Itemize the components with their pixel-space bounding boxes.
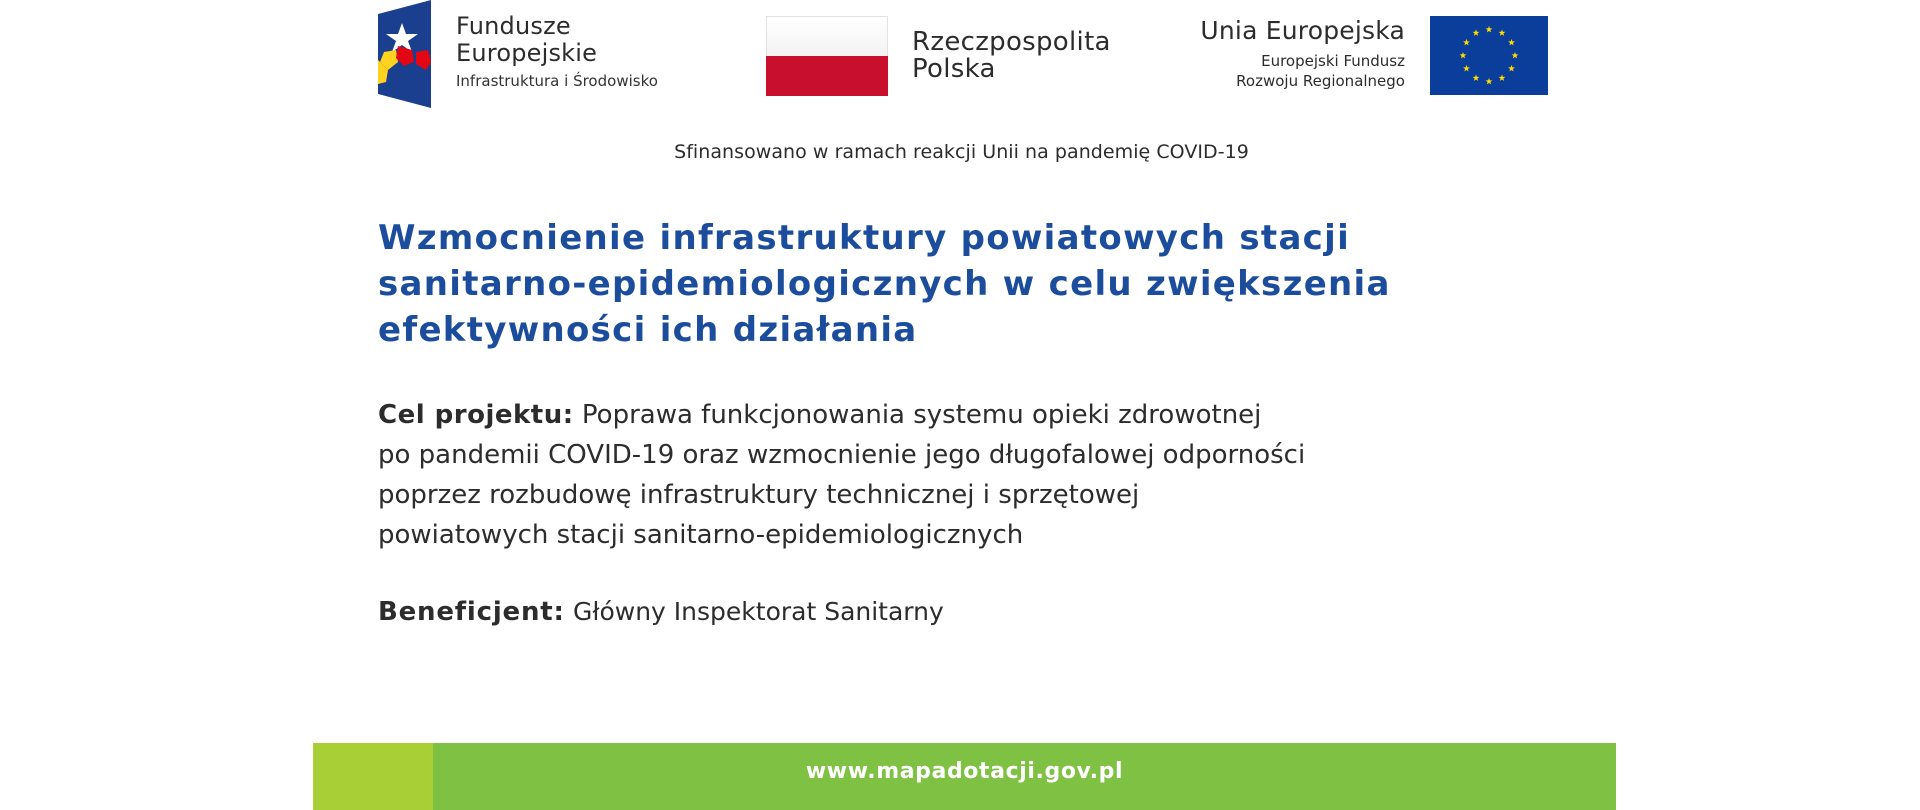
eu-flag-icon bbox=[1430, 16, 1548, 95]
fundusze-europejskie-logo-text bbox=[456, 14, 658, 89]
poland-flag-icon bbox=[766, 16, 888, 96]
fe-logo-line1: Fundusze bbox=[456, 12, 571, 40]
project-goal bbox=[378, 395, 1478, 555]
rp-logo-line2: Polska bbox=[912, 53, 996, 84]
project-goal-text: Poprawa funkcjonowania systemu opieki zdrowotnej bbox=[581, 400, 1262, 430]
ue-logo-line1: Unia Europejska bbox=[1200, 16, 1405, 45]
fe-logo-line2: Europejskie bbox=[456, 39, 598, 67]
project-goal-line: po pandemii COVID-19 oraz wzmocnienie jego długofalowej odporności bbox=[378, 440, 1306, 470]
project-goal-label: Cel projektu: bbox=[378, 400, 574, 430]
project-goal-line: poprzez rozbudowę infrastruktury technicznej i sprzętowej bbox=[378, 480, 1140, 510]
beneficiary-label: Beneficjent: bbox=[378, 597, 565, 627]
ue-logo-line3: Rozwoju Regionalnego bbox=[1236, 72, 1405, 90]
fundusze-europejskie-logo-icon bbox=[376, 0, 433, 108]
fe-logo-line3: Infrastruktura i Środowisko bbox=[456, 72, 658, 90]
rp-logo-line1: Rzeczpospolita bbox=[912, 27, 1111, 57]
beneficiary-value: Główny Inspektorat Sanitarny bbox=[572, 597, 944, 626]
ue-logo-line2: Europejski Fundusz bbox=[1261, 52, 1405, 70]
beneficiary bbox=[378, 592, 1478, 632]
covid-financing-note: Sfinansowano w ramach reakcji Unii na pandemię COVID-19 bbox=[674, 141, 1249, 163]
rzeczpospolita-polska-logo-text bbox=[912, 29, 1111, 82]
footer-website-url: www.mapadotacji.gov.pl bbox=[805, 759, 1124, 784]
footer-bar bbox=[313, 743, 1616, 810]
project-title-line: Wzmocnienie infrastruktury powiatowych stacji bbox=[378, 218, 1351, 258]
project-title-line: sanitarno-epidemiologicznych w celu zwiększenia bbox=[378, 264, 1391, 304]
project-title-line: efektywności ich działania bbox=[378, 310, 918, 350]
unia-europejska-logo-text bbox=[1200, 18, 1405, 89]
project-title bbox=[378, 215, 1438, 353]
project-goal-line: powiatowych stacji sanitarno-epidemiologicznych bbox=[378, 520, 1024, 550]
project-goal-line bbox=[378, 395, 1478, 435]
